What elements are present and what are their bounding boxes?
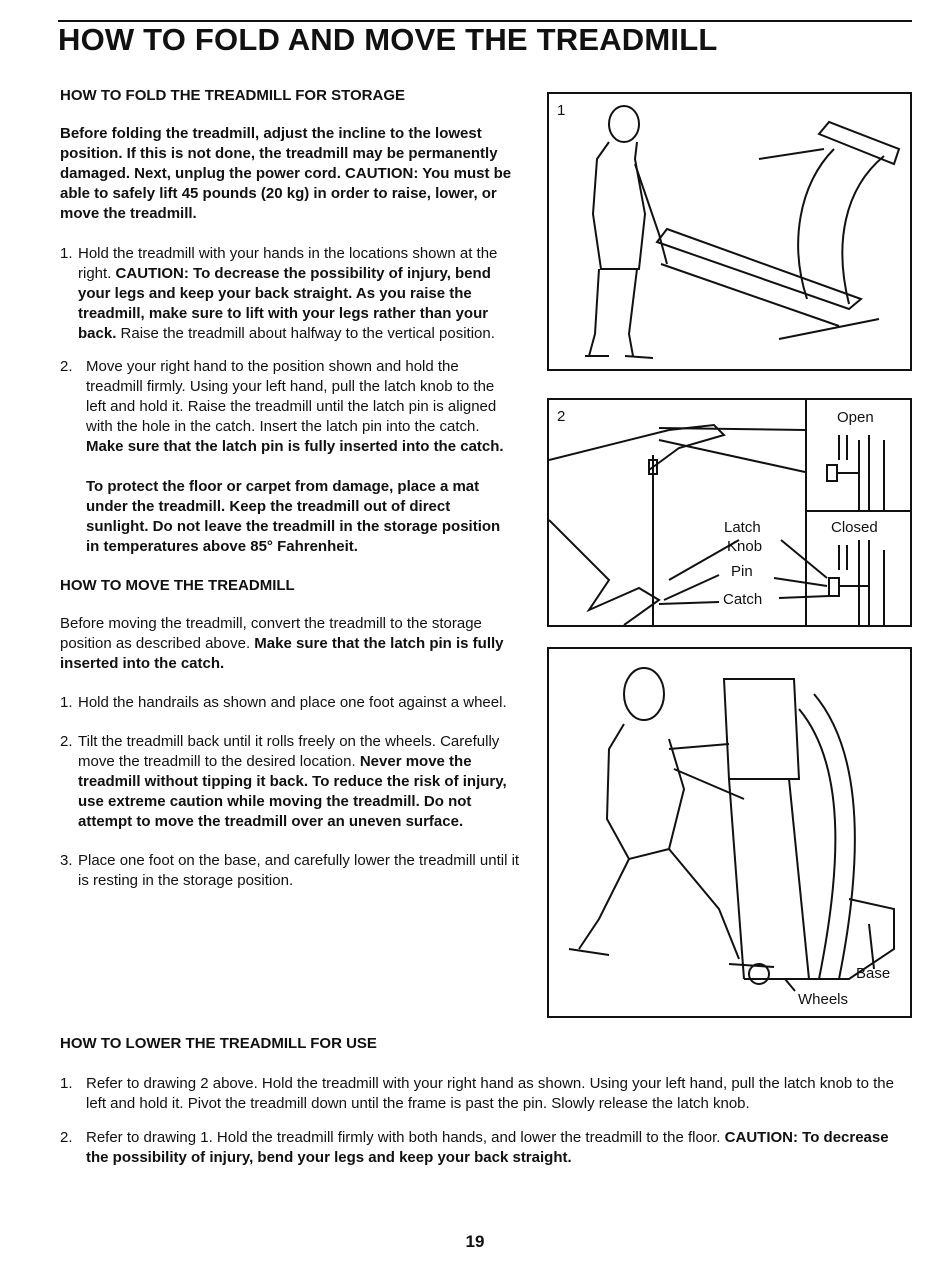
fold-step-2-bold: Make sure that the latch pin is fully inserted into the catch. [86,438,504,455]
figure-1-illustration [549,94,910,369]
knob-label: Knob [727,538,763,555]
step-number: 2. [60,1129,73,1146]
fold-step-2-text: Move your right hand to the position shown and hold the treadmill firmly. Using your left hand, pull the latch knob to the left and hold it. Raise the treadmill until the latch pin is aligned with the hole in the catch. Insert the latch pin into the catch. [86,358,497,435]
lower-step-1-text: Refer to drawing 2 above. Hold the treadmill with your right hand as shown. Using your left hand, pull the latch knob to the left and hold it. Pivot the treadmill down until the frame is past the pin. Slowly release the latch knob. [86,1075,894,1112]
move-step-3 [60,851,522,891]
move-heading: HOW TO MOVE THE TREADMILL [60,577,295,594]
treadmill-frame [661,264,839,326]
person-head [609,106,639,142]
fold-warning: Before folding the treadmill, adjust the incline to the lowest position. If this is not done, the treadmill may be permanently damaged. Next, unplug the power cord. CAUTION: You must be able to safely lift 45 pounds (20 kg) in order to raise, lower, or move the treadmill. [60,125,512,222]
figure-2-number: 2 [557,408,566,425]
page-number: 19 [465,1232,485,1251]
step-number: 1. [60,1075,73,1092]
figure-1-number: 1 [557,102,566,119]
person-torso [607,724,684,859]
person-legs [589,269,637,356]
step-number: 2. [60,358,73,375]
person-arm [635,164,667,264]
figure-3-move [547,647,912,1018]
fold-step-1 [60,244,522,344]
catch-label: Catch [723,591,763,608]
lower-step-2 [60,1128,910,1168]
person-feet [585,356,653,358]
fold-step-1-caution: CAUTION: To decrease the possibility of injury, bend your legs and keep your back straight. As you raise the treadmill, make sure to lift with your legs rather than your back. [78,265,491,342]
lower-step-1 [60,1074,910,1114]
person-legs [579,849,739,959]
treadmill-upright [799,694,855,979]
frame-rail [659,428,805,472]
move-step-2-bold: Never move the treadmill without tipping it back. To reduce the risk of injury, use extreme caution while moving the treadmill. Do not attempt to move the treadmill over an uneven surface. [78,753,507,830]
step-number: 1. [60,245,73,262]
open-label: Open [837,409,874,426]
lower-step-2-text: Refer to drawing 1. Hold the treadmill firmly with both hands, and lower the treadmill to the floor. [86,1129,721,1146]
treadmill-deck [657,229,861,309]
step-number: 2. [60,733,73,750]
move-step-2 [60,732,522,832]
base-label: Base [856,965,891,982]
closed-label: Closed [831,519,878,536]
lower-step-2-caution: CAUTION: To decrease the possibility of injury, bend your legs and keep your back straight. [86,1129,889,1166]
handrail-part [549,520,659,625]
treadmill-handrail [759,149,879,339]
move-intro: Before moving the treadmill, convert the treadmill to the storage position as described above. [60,615,482,652]
closed-detail [839,540,884,625]
step-number: 1. [60,694,73,711]
treadmill-console [724,679,799,779]
lower-heading: HOW TO LOWER THE TREADMILL FOR USE [60,1035,377,1052]
person-head [624,668,664,720]
person-arms [669,744,744,799]
fold-step-1-end: Raise the treadmill about halfway to the vertical position. [120,325,495,342]
fold-step-2 [60,357,522,457]
move-step-3-text: Place one foot on the base, and carefully lower the treadmill until it is resting in the storage position. [78,852,520,889]
move-step-2-text: Tilt the treadmill back until it rolls freely on the wheels. Carefully move the treadmill to the desired location. [78,733,500,770]
left-column [60,86,522,891]
move-step-1 [60,693,522,713]
move-step-1-text: Hold the handrails as shown and place one foot against a wheel. [78,694,507,711]
wheels-label: Wheels [798,991,849,1008]
figure-1-lift [547,92,912,371]
lower-section [60,1034,910,1168]
treadmill-console [819,122,899,164]
move-intro-bold: Make sure that the latch pin is fully inserted into the catch. [60,635,504,672]
detail-leaders [774,540,829,598]
page-title: HOW TO FOLD AND MOVE THE TREADMILL [58,22,718,57]
closed-pin [829,578,839,596]
figure-3-illustration [549,649,910,1016]
person-torso [593,142,645,269]
protect-note: To protect the floor or carpet from damage, place a mat under the treadmill. Keep the treadmill out of direct sunlight. Do not leave the treadmill in the storage position in temperatures above 85° Fahrenheit. [86,478,501,555]
pin-label: Pin [731,563,753,580]
figure-2-latch [547,398,912,627]
open-pin [827,465,837,481]
step-number: 3. [60,852,73,869]
treadmill-frame [729,779,809,979]
fold-heading: HOW TO FOLD THE TREADMILL FOR STORAGE [60,87,405,104]
latch-label: Latch [724,519,761,536]
fold-step-1-text: Hold the treadmill with your hands in the locations shown at the right. [78,245,498,282]
